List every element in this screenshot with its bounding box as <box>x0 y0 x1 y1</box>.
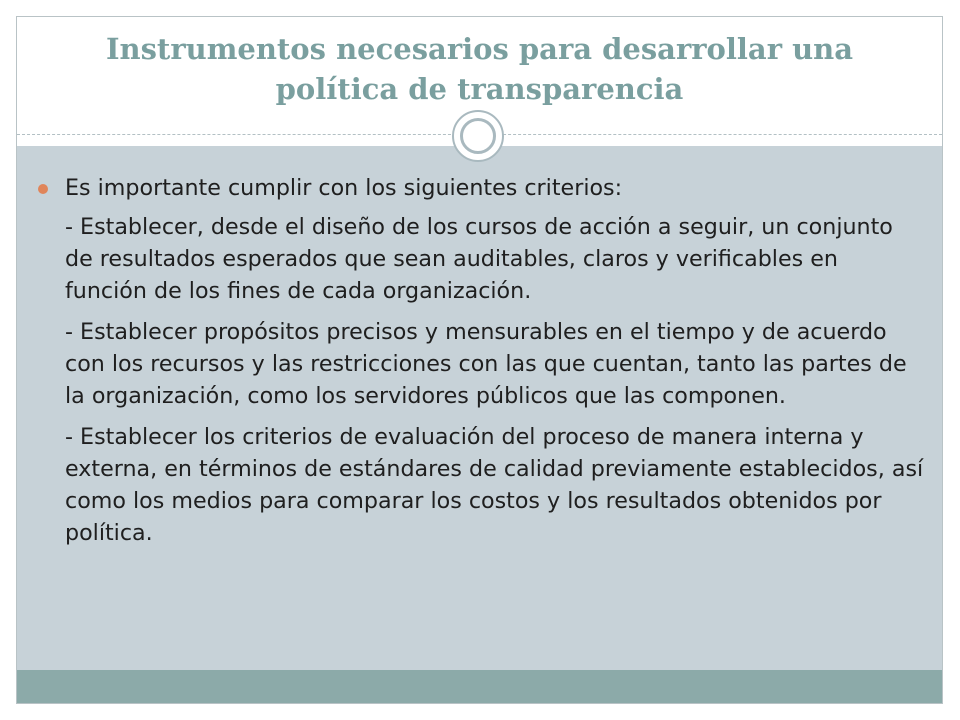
intro-text: Es importante cumplir con los siguientes criterios: <box>65 175 623 201</box>
bullet-dot-icon <box>38 184 48 194</box>
ring-ornament-icon <box>452 110 504 162</box>
ring-ornament-inner <box>460 118 496 154</box>
slide-body <box>65 172 925 558</box>
footer-band <box>17 670 942 703</box>
criterion-2: - Establecer propósitos precisos y mensurables en el tiempo y de acuerdo con los recursos y las restricciones con las que cuentan, tanto las partes de la organización, como los servidores públicos que las componen. <box>65 319 907 409</box>
criterion-3: - Establecer los criterios de evaluación del proceso de manera interna y externa, en términos de estándares de calidad previamente establecidos, así como los medios para comparar los costos y los resultados obtenidos por política. <box>65 424 924 546</box>
criterion-1: - Establecer, desde el diseño de los cursos de acción a seguir, un conjunto de resultados esperados que sean auditables, claros y verificables en función de los fines de cada organización. <box>65 214 893 304</box>
bullet-item <box>65 172 925 204</box>
slide-title: Instrumentos necesarios para desarrollar una política de transparencia <box>105 32 854 106</box>
